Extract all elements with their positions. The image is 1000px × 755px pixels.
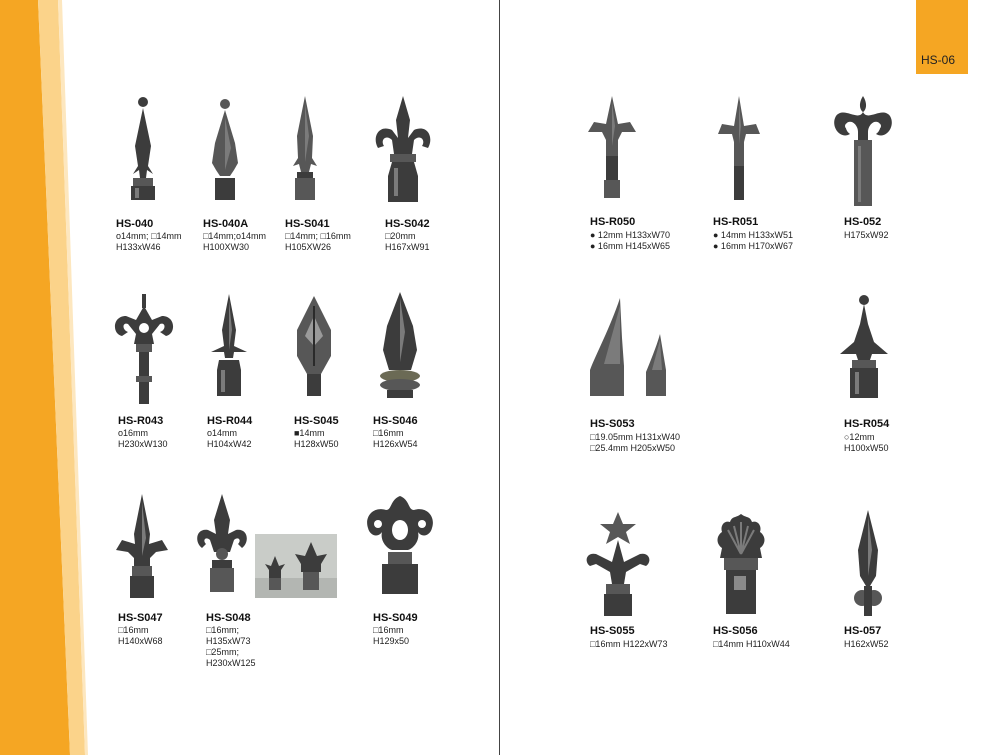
product-code: HS-S049 (373, 612, 418, 624)
product-spec: H230xW130 (118, 439, 168, 449)
orange-stripe-decoration (0, 0, 120, 755)
product-spec: □25.4mm H205xW50 (590, 443, 675, 453)
product-code: HS-052 (844, 216, 882, 228)
product-spec: H105XW26 (285, 242, 332, 252)
product-image-hs-r044 (207, 294, 251, 406)
product-code: HS-R044 (207, 415, 253, 427)
product-code: HS-S047 (118, 612, 163, 624)
product-spec: □14mm; □16mm (285, 231, 351, 241)
product-image-hs-s053 (586, 298, 696, 408)
product-spec: H175xW92 (844, 230, 889, 240)
product-spec: ● 16mm H170xW67 (713, 241, 793, 251)
product-spec: □16mm H122xW73 (590, 639, 668, 649)
product-spec: H100xW50 (844, 443, 889, 453)
product-spec: H100XW30 (203, 242, 250, 252)
product-image-hs-s056 (712, 514, 770, 620)
product-spec: □14mm;o14mm (203, 231, 266, 241)
product-photo-hs-s048-in-use (255, 534, 337, 598)
product-spec: H230xW125 (206, 658, 256, 668)
product-code: HS-R051 (713, 216, 759, 228)
product-image-hs-s055 (582, 512, 654, 618)
product-spec: □20mm (385, 231, 416, 241)
product-image-hs-s049 (364, 496, 436, 602)
product-spec: ● 16mm H145xW65 (590, 241, 670, 251)
product-spec: H162xW52 (844, 639, 889, 649)
product-spec: ○12mm (844, 432, 875, 442)
product-code: HS-S053 (590, 418, 635, 430)
product-code: HS-S048 (206, 612, 251, 624)
product-image-hs-040a (205, 98, 245, 208)
product-spec: H104xW42 (207, 439, 252, 449)
product-code: HS-R043 (118, 415, 164, 427)
product-spec: o14mm; □14mm (116, 231, 182, 241)
product-spec: H133xW46 (116, 242, 161, 252)
product-code: HS-S042 (385, 218, 430, 230)
product-code: HS-R054 (844, 418, 890, 430)
product-image-hs-r051 (716, 96, 762, 204)
product-spec: o14mm (207, 428, 238, 438)
product-image-hs-r043 (110, 294, 178, 406)
product-image-hs-s047 (112, 494, 172, 606)
product-image-hs-s048 (192, 494, 252, 602)
product-image-hs-040 (118, 96, 168, 211)
product-image-hs-s046 (375, 292, 425, 404)
product-image-hs-s041 (285, 96, 325, 208)
product-code: HS-040A (203, 218, 249, 230)
product-code: HS-S045 (294, 415, 339, 427)
product-spec: □16mm (373, 625, 404, 635)
product-spec: ● 12mm H133xW70 (590, 230, 670, 240)
product-image-hs-052 (832, 96, 894, 208)
product-code: HS-S041 (285, 218, 330, 230)
product-spec: □16mm (118, 625, 149, 635)
product-spec: □16mm (373, 428, 404, 438)
product-spec: o16mm (118, 428, 149, 438)
product-spec: H140xW68 (118, 636, 163, 646)
product-spec: H128xW50 (294, 439, 339, 449)
product-code: HS-057 (844, 625, 882, 637)
product-spec: ■14mm (294, 428, 325, 438)
product-spec: ● 14mm H133xW51 (713, 230, 793, 240)
product-code: HS-S055 (590, 625, 635, 637)
product-code: HS-S056 (713, 625, 758, 637)
product-spec: □14mm H110xW44 (713, 639, 790, 649)
product-spec: □16mm; (206, 625, 239, 635)
product-image-hs-057 (848, 510, 888, 620)
product-image-hs-s045 (289, 296, 339, 406)
product-spec: □19.05mm H131xW40 (590, 432, 680, 442)
product-code: HS-S046 (373, 415, 418, 427)
product-spec: H135xW73 (206, 636, 251, 646)
product-spec: □25mm; (206, 647, 239, 657)
product-code: HS-040 (116, 218, 154, 230)
product-image-hs-r054 (838, 294, 890, 406)
product-spec: H167xW91 (385, 242, 430, 252)
product-spec: H129x50 (373, 636, 410, 646)
product-code: HS-R050 (590, 216, 636, 228)
product-image-hs-s042 (372, 96, 434, 208)
product-spec: H126xW54 (373, 439, 418, 449)
product-image-hs-r050 (586, 96, 638, 204)
page-tab-label: HS-06 (921, 53, 956, 67)
